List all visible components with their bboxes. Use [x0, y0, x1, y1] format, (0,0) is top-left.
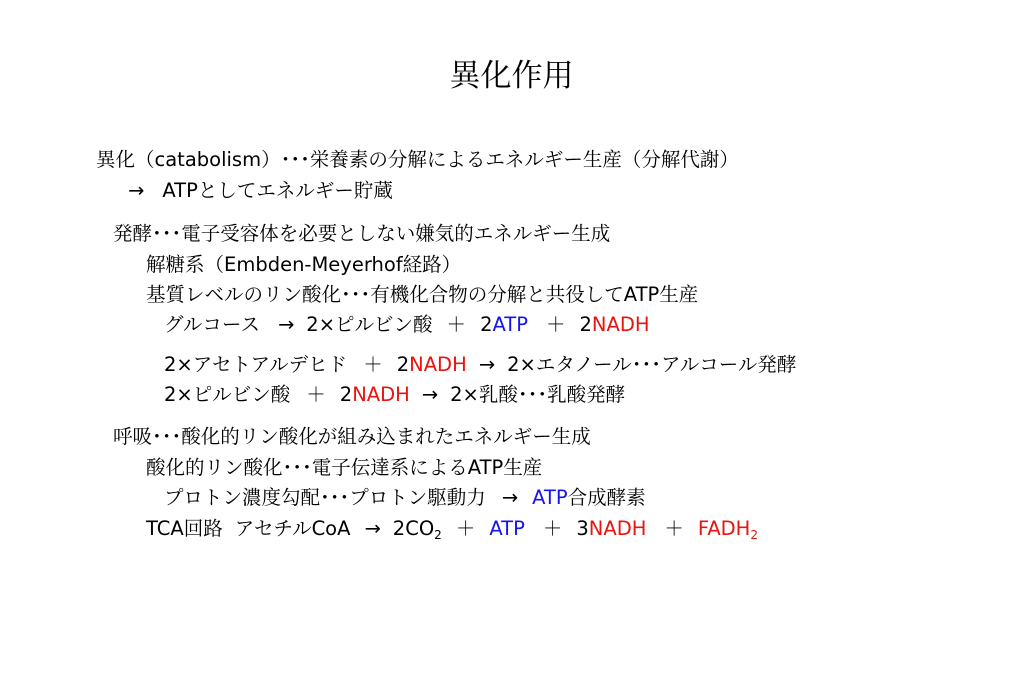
alcohol-fermentation-equation — [164, 351, 796, 379]
fermentation-heading: 発酵･･･電子受容体を必要としない嫌気的エネルギー生成 — [113, 222, 611, 245]
co2-label — [393, 517, 442, 540]
coefficient: 2 — [480, 313, 493, 336]
tca-label: TCA回路 — [146, 517, 223, 540]
respiration-heading: 呼吸･･･酸化的リン酸化が組み込まれたエネルギー生成 — [113, 425, 591, 448]
nadh-label: NADH — [591, 313, 650, 336]
coefficient: 2 — [579, 313, 592, 336]
nadh-label: NADH — [352, 383, 410, 406]
arrow: → — [478, 353, 496, 376]
fadh2-label — [698, 517, 758, 540]
glucose-equation — [164, 311, 650, 339]
substrate-level-phosphorylation: 基質レベルのリン酸化･･･有機化合物の分解と共役してATP生産 — [146, 283, 699, 306]
equation-term: 2×ピルビン酸 — [306, 313, 433, 336]
catabolism-result — [128, 177, 393, 205]
plus-sign: ＋ — [363, 353, 383, 376]
glycolysis-label: 解糖系（Embden-Meyerhof経路） — [146, 253, 462, 276]
plus-sign: ＋ — [446, 313, 467, 336]
nadh-label: NADH — [588, 517, 647, 540]
coefficient: 2 — [396, 353, 410, 376]
equation-result: 2×エタノール･･･アルコール発酵 — [507, 353, 797, 376]
arrow: → — [128, 179, 145, 202]
atp-label: ATP — [489, 517, 525, 540]
plus-sign: ＋ — [664, 517, 684, 540]
equation-term: 2×アセトアルデヒド — [164, 353, 348, 376]
atp-label: ATP — [532, 486, 568, 509]
arrow: → — [421, 383, 439, 406]
equation-term: アセチルCoA — [234, 517, 351, 540]
equation-term: グルコース — [164, 313, 260, 336]
catabolism-definition: 異化（catabolism）･･･栄養素の分解によるエネルギー生産（分解代謝） — [96, 148, 739, 171]
plus-sign: ＋ — [455, 517, 476, 540]
nadh-label: NADH — [409, 353, 467, 376]
equation-term: 2×ピルビン酸 — [164, 383, 291, 406]
co2-subscript: 2 — [434, 528, 442, 542]
atp-label: ATP — [492, 313, 528, 336]
fadh-text: FADH — [697, 517, 751, 540]
coefficient: 2 — [339, 383, 353, 406]
page-title: 異化作用 — [449, 58, 574, 94]
equation-result: 合成酵素 — [567, 486, 646, 509]
lactic-fermentation-equation — [164, 381, 625, 409]
atp-storage-text: ATPとしてエネルギー貯蔵 — [162, 179, 393, 202]
equation-result: 2×乳酸･･･乳酸発酵 — [450, 383, 626, 406]
proton-motive-equation — [164, 484, 646, 512]
oxidative-phosphorylation: 酸化的リン酸化･･･電子伝達系によるATP生産 — [146, 456, 543, 479]
plus-sign: ＋ — [545, 313, 566, 336]
plus-sign: ＋ — [542, 517, 563, 540]
arrow: → — [501, 486, 519, 509]
coefficient: 3 — [576, 517, 589, 540]
co2-text: 2CO — [392, 517, 435, 540]
plus-sign: ＋ — [306, 383, 326, 406]
tca-cycle-equation — [146, 515, 758, 543]
arrow: → — [364, 517, 381, 540]
equation-term: プロトン濃度勾配･･･プロトン駆動力 — [164, 486, 486, 509]
fadh-subscript: 2 — [750, 528, 758, 542]
arrow: → — [277, 313, 295, 336]
